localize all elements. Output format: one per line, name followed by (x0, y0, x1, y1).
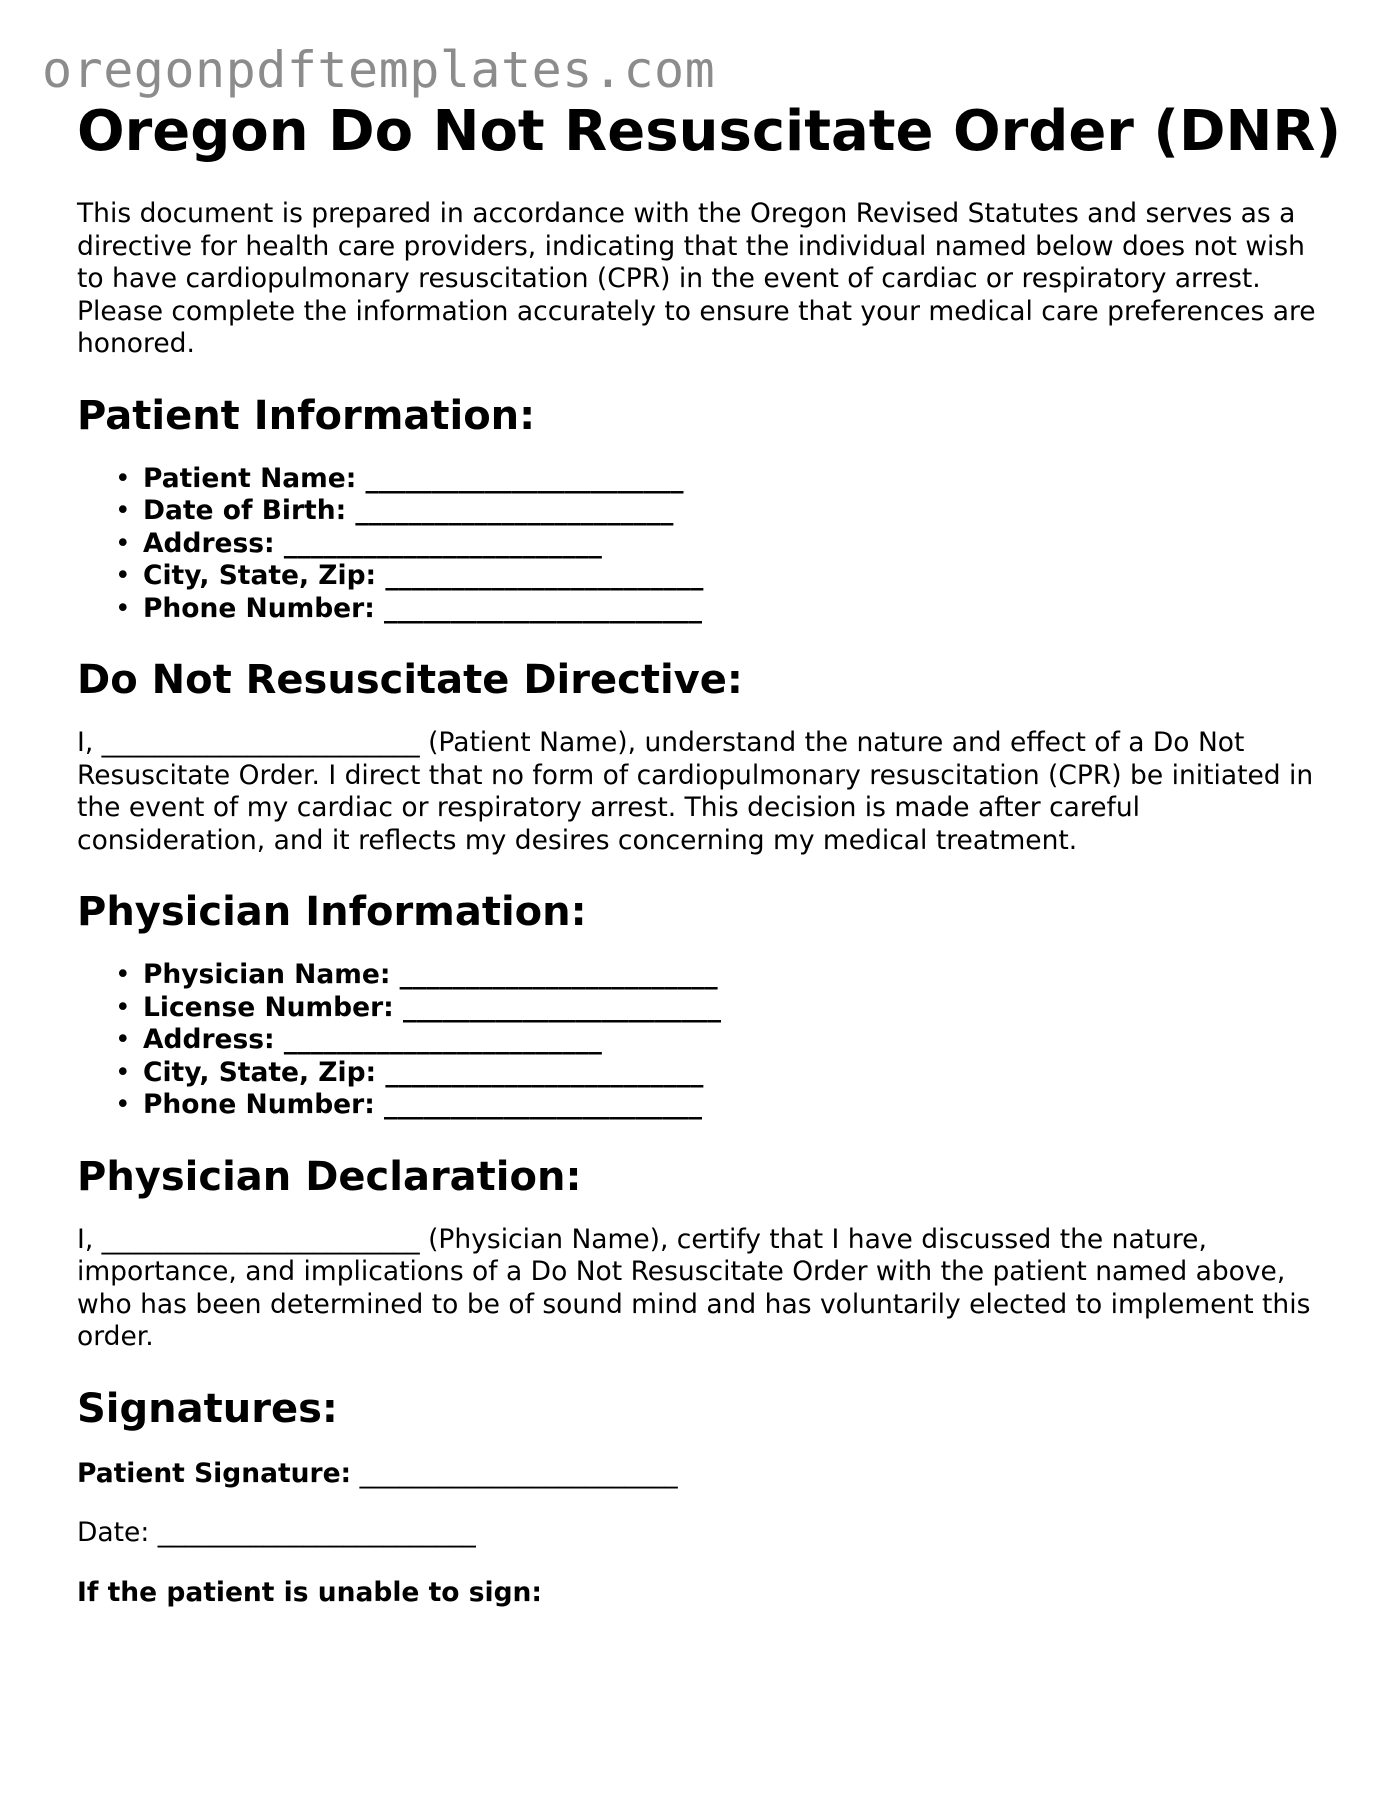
date-blank[interactable]: ________________________ (157, 1517, 476, 1548)
bullet-icon: • (115, 991, 131, 1023)
patient-address-field[interactable]: • Address: ________________________ (115, 527, 602, 559)
dnr-directive-text: I, ________________________ (Patient Name), understand the nature and effect of a Do Not Resuscitate Order. I direct that no form of cardiopulmonary resuscitation (CPR) be initiated in the event of my cardiac or respiratory arrest. This decision is made after careful consideration, and it reflects my desires concerning my medical treatment. (77, 727, 1314, 856)
signatures-heading: Signatures: (77, 1385, 338, 1432)
patient-signature-label: Patient Signature: (77, 1457, 352, 1489)
physician-info-list (77, 959, 1327, 1122)
patient-signature-line[interactable] (77, 1458, 1327, 1491)
physician-address-field[interactable]: • Address: ________________________ (115, 1024, 602, 1055)
patient-info-list (77, 463, 1327, 626)
patient-dob-field[interactable]: • Date of Birth: ________________________ (115, 495, 674, 526)
physician-name-field[interactable]: • Physician Name: ________________________ (115, 959, 718, 990)
physician-info-heading: Physician Information: (77, 889, 587, 935)
page-title: Oregon Do Not Resuscitate Order (DNR) (77, 99, 1342, 164)
patient-phone-field[interactable]: • Phone Number: ________________________ (115, 592, 703, 624)
patient-info-heading: Patient Information: (77, 392, 536, 439)
bullet-icon: • (115, 560, 131, 591)
dnr-directive-heading: Do Not Resuscitate Directive: (77, 657, 743, 703)
bullet-icon: • (115, 1056, 131, 1088)
document-page (77, 98, 1342, 1609)
bullet-icon: • (115, 462, 131, 494)
physician-phone-field[interactable]: • Phone Number: ________________________ (115, 1089, 703, 1120)
physician-declaration-heading: Physician Declaration: (77, 1153, 582, 1200)
bullet-icon: • (115, 592, 131, 624)
date-line[interactable] (77, 1517, 1327, 1550)
bullet-icon: • (115, 495, 131, 526)
bullet-icon: • (115, 959, 131, 990)
bullet-icon: • (115, 527, 131, 559)
patient-signature-blank[interactable]: ________________________ (359, 1457, 678, 1489)
physician-city-state-zip-field[interactable]: • City, State, Zip: ________________________ (115, 1056, 704, 1088)
bullet-icon: • (115, 1089, 131, 1120)
date-label: Date: (77, 1517, 150, 1548)
unable-to-sign-label: If the patient is unable to sign: (77, 1576, 543, 1608)
patient-city-state-zip-field[interactable]: • City, State, Zip: ________________________ (115, 560, 704, 591)
intro-paragraph: This document is prepared in accordance with the Oregon Revised Statutes and serves as a directive for health care providers, indicating that the individual named below does not wish to have cardiopulmonary resuscitation (CPR) in the event of cardiac or respiratory arrest. Please complete the information accurately to ensure that your medical care preferences are honored. (77, 198, 1316, 359)
watermark: oregonpdftemplates.com (42, 41, 716, 99)
physician-license-field[interactable]: • License Number: ________________________ (115, 991, 721, 1023)
bullet-icon: • (115, 1024, 131, 1055)
physician-declaration-text: I, ________________________ (Physician Name), certify that I have discussed the nature, importance, and implications of a Do Not Resuscitate Order with the patient named above, who has been determined to be of sound mind and has voluntarily elected to implement this order. (77, 1223, 1311, 1352)
patient-name-field[interactable]: • Patient Name: ________________________ (115, 462, 684, 494)
